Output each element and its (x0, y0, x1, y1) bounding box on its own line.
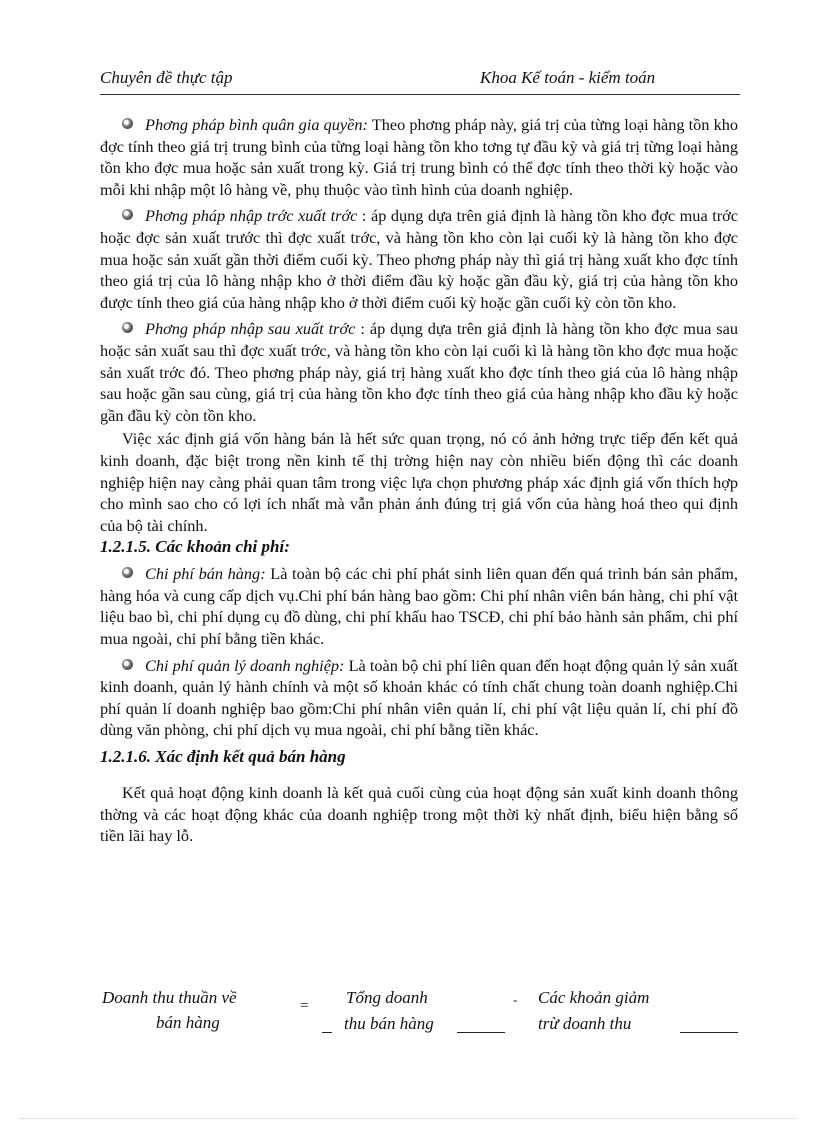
paragraph-admin-expenses (100, 655, 738, 741)
page-footer-divider (20, 1118, 796, 1119)
paragraph-result: Kết quả hoạt động kinh doanh là kết quả cuối cùng của hoạt động sản xuất kinh doanh thông thờng và các hoạt động khác của doanh nghiệp trong một thời kỳ nhất định, biểu hiện bằng số tiền lãi hay lỗ. (100, 783, 738, 846)
formula-term1-line1: Tổng doanh (346, 988, 428, 1007)
bullet-icon (122, 322, 133, 333)
paragraph-text: : áp dụng dựa trên giả định là hàng tồn kho đợc mua sau hoặc sản xuất sau thì đợc xuất trớc, và hàng tồn kho còn lại cuối kì là hàng tồn kho đợc mua hoặc sản xuất trớc đó. Theo phơng pháp này, giá trị hàng xuất kho đợc tính theo giá của lô hàng nhập sau hoặc gần sau cùng, giá trị của hàng tồn kho đợc tính theo giá của hàng nhập kho đầu kỳ hoặc gần đầu kỳ còn tồn kho. (100, 319, 738, 425)
paragraph-lifo (100, 318, 738, 426)
section-heading-result: 1.2.1.6. Xác định kết quả bán hàng (100, 747, 346, 767)
paragraph-text: Là toàn bộ các chi phí phát sinh liên quan đến quá trình bán sản phẩm, hàng hóa và cung cấp dịch vụ.Chi phí bán hàng bao gồm: Chi phí nhân viên bán hàng, chi phí vật liệu bao bì, chi phí dụng cụ đồ dùng, chi phí khấu hao TSCĐ, chi phí bảo hành sản phẩm, chi phí mua ngoài, chi phí bằng tiền khác. (100, 564, 738, 649)
paragraph-fifo (100, 205, 738, 313)
bullet-icon (122, 209, 133, 220)
paragraph-weighted-average (100, 114, 738, 200)
header-right: Khoa Kế toán - kiểm toán (480, 68, 656, 87)
paragraph-text: Là toàn bộ chi phí liên quan đến hoạt động quản lý sản xuất kinh doanh, quản lý hành chính và một số khoản khác có tính chất chung toàn doanh nghiệp.Chi phí quản lí doanh nghiệp bao gồm:Chi phí nhân viên quản lí, chi phí vật liệu quản lí, chi phí đồ dùng văn phòng, chi phí dịch vụ mua ngoài, chi phí bằng tiền khác. (100, 655, 738, 740)
revenue-formula (100, 988, 740, 1038)
formula-term2-line2: trừ doanh thu (538, 1014, 632, 1033)
paragraph-lead: Chi phí bán hàng: (145, 564, 266, 584)
paragraph-lead: Phơng pháp nhập sau xuất trớc (145, 319, 356, 339)
paragraph-text: Theo phơng pháp này, giá trị của từng loại hàng tồn kho đợc tính theo giá trị trung bình của từng loại hàng tồn kho tơng tự đầu kỳ và giá trị từng loại hàng tồn kho đợc mua hoặc sản xuất trong kỳ. Giá trị trung bình có thể đợc tính theo thời kỳ hoặc vào mỗi khi nhập một lô hàng về, phụ thuộc vào tình hình của doanh nghiệp. (100, 115, 738, 199)
paragraph-text: : áp dụng dựa trên giả định là hàng tồn kho đợc mua trớc hoặc đợc sản xuất trước thì đợc xuất trớc, và hàng tồn kho còn lại cuối kỳ là hàng tồn kho đợc mua hoặc sản xuất gần thời điểm cuối kỳ. Theo phơng pháp này thì giá trị hàng xuất kho đợc tính theo giá trị của lô hàng nhập kho ở thời điểm đầu kỳ hoặc gần đầu kỳ, giá trị của hàng tồn kho được tính theo giá của hàng nhập kho ở thời điểm cuối kỳ hoặc gần cuối kỳ còn tồn kho. (100, 206, 738, 312)
bullet-icon (122, 659, 133, 670)
formula-term2-line1: Các khoản giảm (538, 988, 650, 1007)
paragraph-cost-of-goods: Việc xác định giá vốn hàng bán là hết sức quan trọng, nó có ảnh hởng trực tiếp đến kết quả kinh doanh, đặc biệt trong nền kinh tế thị trờng hiện nay còn nhiều biến động thì các doanh nghiệp hiện nay càng phải quan tâm trong việc lựa chọn phương pháp xác định giá vốn thích hợp cho mình sao cho có lợi ích nhất mà vẫn phản ánh đúng trị giá vốn của hàng hoá theo qui định của bộ tài chính. (100, 429, 738, 535)
header-left: Chuyên đề thực tập (100, 68, 233, 87)
paragraph-lead: Chi phí quản lý doanh nghiệp: (145, 655, 345, 675)
paragraph-lead: Phơng pháp bình quân gia quyền: (145, 115, 368, 134)
bullet-icon (122, 567, 133, 578)
formula-term1-line2: thu bán hàng (344, 1014, 434, 1033)
formula-equals: = (300, 998, 309, 1014)
bullet-icon (122, 118, 133, 129)
document-body (100, 114, 738, 847)
page-header (100, 66, 740, 95)
formula-minus: - (513, 992, 518, 1007)
paragraph-selling-expenses (100, 563, 738, 649)
paragraph-lead: Phơng pháp nhập trớc xuất trớc (145, 206, 358, 226)
formula-lhs-line2: bán hàng (156, 1013, 220, 1032)
formula-lhs-line1: Doanh thu thuần về (102, 988, 237, 1007)
section-heading-expenses: 1.2.1.5. Các khoản chi phí: (100, 537, 290, 557)
